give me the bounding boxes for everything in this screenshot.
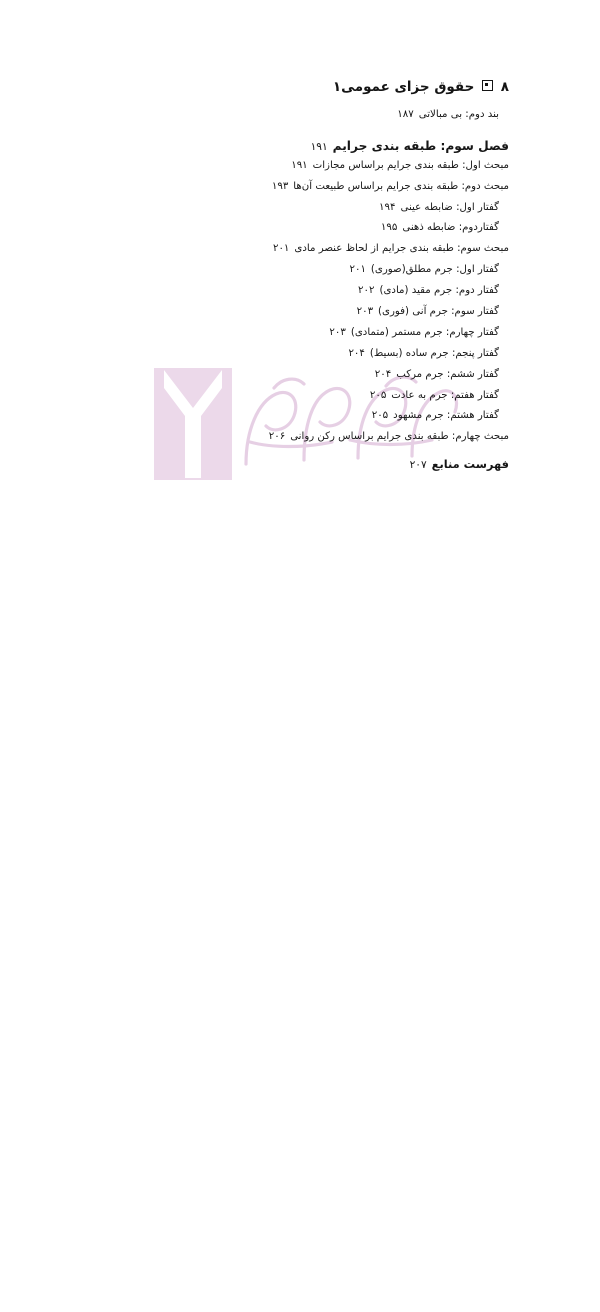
toc-entry[interactable] — [80, 110, 510, 131]
toc-entry-label: گفتار چهارم: جرم مستمر (متمادی) — [351, 326, 500, 338]
toc-entry-label: گفتار اول: ضابطه عینی — [401, 201, 500, 213]
toc-entry-page-number: ۲۰۴ — [349, 347, 366, 359]
toc-entry[interactable] — [80, 265, 510, 286]
square-bullet-icon — [483, 80, 494, 91]
toc-entry[interactable] — [80, 391, 510, 412]
toc-entry[interactable] — [90, 140, 510, 161]
toc-entry-page-number: ۲۰۱ — [350, 264, 367, 276]
toc-entry-page-number: ۲۰۷ — [410, 459, 428, 472]
running-header — [334, 76, 510, 95]
toc-entry-label: گفتار ششم: جرم مرکب — [397, 368, 500, 380]
toc-entry-label: مبحث سوم: طبقه بندی جرایم از لحاظ عنصر مادی — [295, 243, 510, 255]
toc-entry-page-number: ۱۹۱ — [311, 140, 329, 153]
toc-entry-label: گفتار هفتم: جرم به عادت — [392, 389, 500, 401]
header-book-title: حقوق جزای عمومی۱ — [333, 79, 476, 95]
toc-entry[interactable] — [80, 411, 510, 432]
toc-entry[interactable] — [80, 328, 510, 349]
toc-entry-page-number: ۱۹۴ — [380, 201, 397, 213]
toc-entry-label: گفتار سوم: جرم آنی (فوری) — [379, 306, 500, 318]
toc-entry[interactable] — [80, 203, 510, 224]
toc-entry[interactable] — [80, 370, 510, 391]
toc-entry-label: گفتاردوم: ضابطه ذهنی — [403, 222, 500, 234]
toc-entry-page-number: ۲۰۲ — [359, 285, 376, 297]
table-of-contents — [90, 110, 510, 480]
toc-entry-page-number: ۲۰۴ — [375, 368, 393, 380]
toc-entry[interactable] — [90, 161, 510, 182]
toc-entry-page-number: ۱۹۳ — [272, 180, 290, 192]
toc-entry-page-number: ۲۰۶ — [269, 431, 287, 443]
toc-entry[interactable] — [80, 286, 510, 307]
toc-entry-page-number: ۲۰۱ — [273, 243, 291, 255]
toc-entry[interactable] — [90, 459, 510, 480]
toc-entry[interactable] — [80, 349, 510, 370]
toc-entry-page-number: ۲۰۵ — [370, 389, 388, 401]
toc-entry-page-number: ۱۹۵ — [381, 222, 399, 234]
running-header-text — [334, 79, 510, 95]
toc-entry-label: گفتار هشتم: جرم مشهود — [394, 410, 500, 422]
toc-entry-label: مبحث اول: طبقه بندی جرایم براساس مجازات — [313, 159, 510, 171]
toc-entry-label: فصل سوم: طبقه بندی جرایم — [333, 138, 510, 153]
toc-entry-label: بند دوم: بی مبالاتی — [419, 109, 500, 120]
toc-entry-page-number: ۲۰۵ — [372, 410, 390, 422]
toc-entry-page-number: ۱۹۱ — [292, 159, 309, 171]
toc-entry-page-number: ۲۰۳ — [330, 326, 347, 338]
toc-entry-label: گفتار پنجم: جرم ساده (بسیط) — [370, 347, 500, 359]
toc-entry-label: گفتار اول: جرم مطلق(صوری) — [371, 264, 500, 276]
toc-entry-label: مبحث دوم: طبقه بندی جرایم براساس طبیعت آن‌ها — [294, 180, 510, 192]
toc-entry[interactable] — [80, 307, 510, 328]
toc-entry-label: مبحث چهارم: طبقه بندی جرایم براساس رکن روانی — [291, 431, 510, 443]
toc-entry[interactable] — [80, 223, 510, 244]
toc-entry-label: گفتار دوم: جرم مقید (مادی) — [380, 285, 500, 297]
toc-entry-page-number: ۱۸۷ — [398, 109, 415, 120]
header-page-number: ۸ — [501, 79, 510, 95]
toc-entry-label: فهرست منابع — [432, 457, 510, 472]
toc-entry-page-number: ۲۰۳ — [357, 306, 375, 318]
